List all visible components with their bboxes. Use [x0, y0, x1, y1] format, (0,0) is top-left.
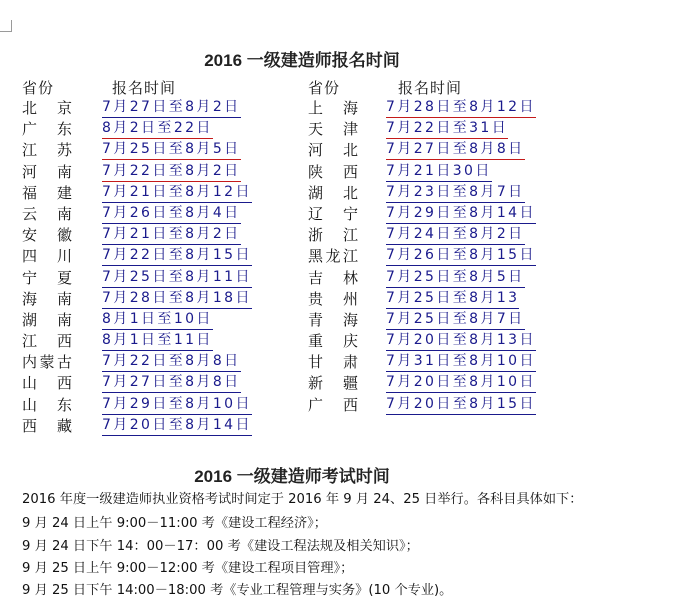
province-name: 新 疆: [308, 374, 358, 393]
province-name: 辽 宁: [308, 204, 358, 223]
header-registration-time-left: 报名时间: [112, 79, 177, 97]
exam-title: 2016 一级建造师考试时间: [194, 467, 390, 486]
province-name: 宁 夏: [22, 268, 72, 287]
province-name: 天 津: [308, 120, 358, 139]
province-name: 重 庆: [308, 332, 358, 351]
registration-date-link[interactable]: 7月24日至8月2日: [386, 225, 525, 245]
exam-line-4: 9 月 25 日下午 14:00－18:00 考《专业工程管理与实务》(10 个专业)。: [22, 583, 453, 598]
registration-date-link[interactable]: 7月20日至8月14日: [102, 416, 252, 436]
registration-date-link[interactable]: 7月28日至8月18日: [102, 289, 252, 309]
registration-date-link[interactable]: 7月27日至8月8日: [386, 140, 525, 160]
header-province-right: 省份: [308, 79, 341, 97]
province-name: 云 南: [22, 204, 72, 223]
exam-line-1: 9 月 24 日上午 9:00－11:00 考《建设工程经济》；: [22, 516, 327, 531]
province-name: 海 南: [22, 289, 72, 308]
registration-date-link[interactable]: 7月20日至8月15日: [386, 395, 536, 415]
province-name: 山 西: [22, 374, 72, 393]
province-name: 江 西: [22, 332, 72, 351]
province-name: 广 西: [308, 395, 358, 414]
exam-line-3: 9 月 25 日上午 9:00－12:00 考《建设工程项目管理》；: [22, 561, 354, 576]
province-name: 甘 肃: [308, 353, 358, 372]
registration-date-link[interactable]: 7月21日至8月2日: [102, 225, 241, 245]
province-name: 西 藏: [22, 416, 72, 435]
province-name: 青 海: [308, 310, 358, 329]
province-name: 安 徽: [22, 226, 72, 245]
province-name: 北 京: [22, 99, 72, 117]
registration-date-link[interactable]: 7月25日至8月7日: [386, 310, 525, 330]
province-name: 山 东: [22, 395, 72, 414]
page-corner-mark: [0, 20, 12, 32]
province-name: 吉 林: [308, 268, 358, 287]
province-name: 广 东: [22, 120, 72, 139]
registration-date-link[interactable]: 7月22日至31日: [386, 119, 508, 139]
registration-date-link[interactable]: 7月23日至8月7日: [386, 183, 525, 203]
registration-date-link[interactable]: 7月28日至8月12日: [386, 98, 536, 118]
registration-date-link[interactable]: 7月21日30日: [386, 162, 492, 182]
registration-date-link[interactable]: 8月1日至10日: [102, 310, 213, 330]
registration-date-link[interactable]: 8月1日至11日: [102, 331, 213, 351]
registration-date-link[interactable]: 7月22日至8月8日: [102, 352, 241, 372]
registration-date-link[interactable]: 7月26日至8月4日: [102, 204, 241, 224]
registration-date-link[interactable]: 7月31日至8月10日: [386, 352, 536, 372]
exam-line-2: 9 月 24 日下午 14：00－17：00 考《建设工程法规及相关知识》；: [22, 539, 419, 554]
province-name: 上 海: [308, 99, 358, 117]
province-name: 湖 北: [308, 183, 358, 202]
registration-date-link[interactable]: 7月27日至8月2日: [102, 98, 241, 118]
registration-date-link[interactable]: 7月27日至8月8日: [102, 373, 241, 393]
province-name: 黑龙江: [308, 247, 358, 266]
province-name: 湖 南: [22, 310, 72, 329]
province-name: 贵 州: [308, 289, 358, 308]
registration-date-link[interactable]: 7月25日至8月11日: [102, 268, 252, 288]
registration-date-link[interactable]: 7月20日至8月10日: [386, 373, 536, 393]
registration-date-link[interactable]: 7月29日至8月10日: [102, 395, 252, 415]
province-name: 福 建: [22, 183, 72, 202]
registration-date-link[interactable]: 7月25日至8月13: [386, 289, 519, 309]
header-registration-time-right: 报名时间: [398, 79, 463, 97]
province-name: 河 南: [22, 162, 72, 181]
registration-date-link[interactable]: 7月25日至8月5日: [386, 268, 525, 288]
province-name: 陕 西: [308, 162, 358, 181]
registration-date-link[interactable]: 7月22日至8月2日: [102, 162, 241, 182]
registration-date-link[interactable]: 7月22日至8月15日: [102, 246, 252, 266]
province-name: 江 苏: [22, 141, 72, 160]
province-name: 浙 江: [308, 226, 358, 245]
registration-date-link[interactable]: 7月25日至8月5日: [102, 140, 241, 160]
registration-date-link[interactable]: 7月20日至8月13日: [386, 331, 536, 351]
province-name: 四 川: [22, 247, 72, 266]
registration-date-link[interactable]: 7月29日至8月14日: [386, 204, 536, 224]
exam-intro: 2016 年度一级建造师执业资格考试时间定于 2016 年 9 月 24、25 日举行。各科目具体如下：: [22, 492, 583, 507]
province-name: 河 北: [308, 141, 358, 160]
registration-date-link[interactable]: 7月26日至8月15日: [386, 246, 536, 266]
registration-date-link[interactable]: 8月2日至22日: [102, 119, 213, 139]
registration-date-link[interactable]: 7月21日至8月12日: [102, 183, 252, 203]
province-name: 内蒙古: [22, 353, 72, 372]
header-province-left: 省份: [22, 79, 55, 97]
registration-title: 2016 一级建造师报名时间: [204, 51, 400, 70]
